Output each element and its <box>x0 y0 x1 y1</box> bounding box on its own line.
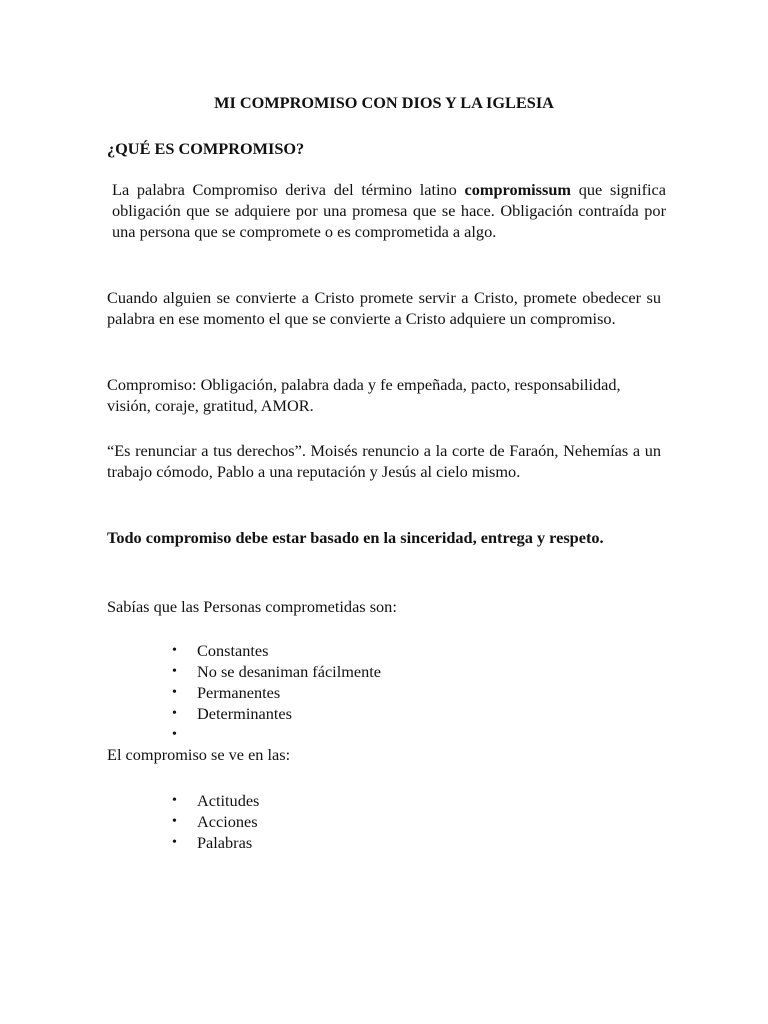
paragraph-definition-text-end: que significa obligación que se adquiere por una promesa que se hace. Obligación contraída por una persona que se compromete o es comprometida a algo. <box>112 180 667 241</box>
document-title: MI COMPROMISO CON DIOS Y LA IGLESIA <box>214 93 554 112</box>
list-item-text: No se desaniman fácilmente <box>197 662 381 681</box>
bullet-icon: • <box>172 793 177 808</box>
list-seen-in <box>172 790 259 853</box>
list-item-text: Permanentes <box>197 683 281 702</box>
list-item-text: Acciones <box>197 812 258 831</box>
list-item <box>172 703 381 724</box>
paragraph-renounce: “Es renunciar a tus derechos”. Moisés renuncio a la corte de Faraón, Nehemías a un trabajo cómodo, Pablo a una reputación y Jesús al cielo mismo. <box>107 441 661 481</box>
list-item <box>172 790 259 811</box>
paragraph-synonyms: Compromiso: Obligación, palabra dada y fe empeñada, pacto, responsabilidad, visión, coraje, gratitud, AMOR. <box>107 375 621 415</box>
bullet-icon: • <box>172 814 177 829</box>
list-item <box>172 640 381 661</box>
bullet-icon: • <box>172 727 177 742</box>
section-heading: ¿QUÉ ES COMPROMISO? <box>107 139 305 158</box>
bullet-icon: • <box>172 643 177 658</box>
list-item-text: Palabras <box>197 833 253 852</box>
list-item <box>172 832 259 853</box>
paragraph-committed-people: Sabías que las Personas comprometidas son: <box>107 597 397 616</box>
paragraph-conversion: Cuando alguien se convierte a Cristo promete servir a Cristo, promete obedecer su palabra en ese momento el que se convierte a Cristo adquiere un compromiso. <box>107 288 661 328</box>
list-item <box>172 811 259 832</box>
paragraph-definition <box>107 179 666 242</box>
paragraph-foundation: Todo compromiso debe estar basado en la sinceridad, entrega y respeto. <box>107 528 604 547</box>
list-item <box>172 661 381 682</box>
list-item-text: Determinantes <box>197 704 292 723</box>
paragraph-seen-in: El compromiso se ve en las: <box>107 745 291 764</box>
bullet-icon: • <box>172 685 177 700</box>
bullet-icon: • <box>172 835 177 850</box>
list-item <box>172 724 381 745</box>
bullet-icon: • <box>172 664 177 679</box>
list-item-text: Constantes <box>197 641 269 660</box>
bullet-icon: • <box>172 706 177 721</box>
list-item <box>172 682 381 703</box>
list-item-text: Actitudes <box>197 791 260 810</box>
latin-term: compromissum <box>464 180 571 199</box>
list-committed-traits <box>172 640 381 745</box>
paragraph-definition-text-start: La palabra Compromiso deriva del término latino <box>112 180 465 199</box>
